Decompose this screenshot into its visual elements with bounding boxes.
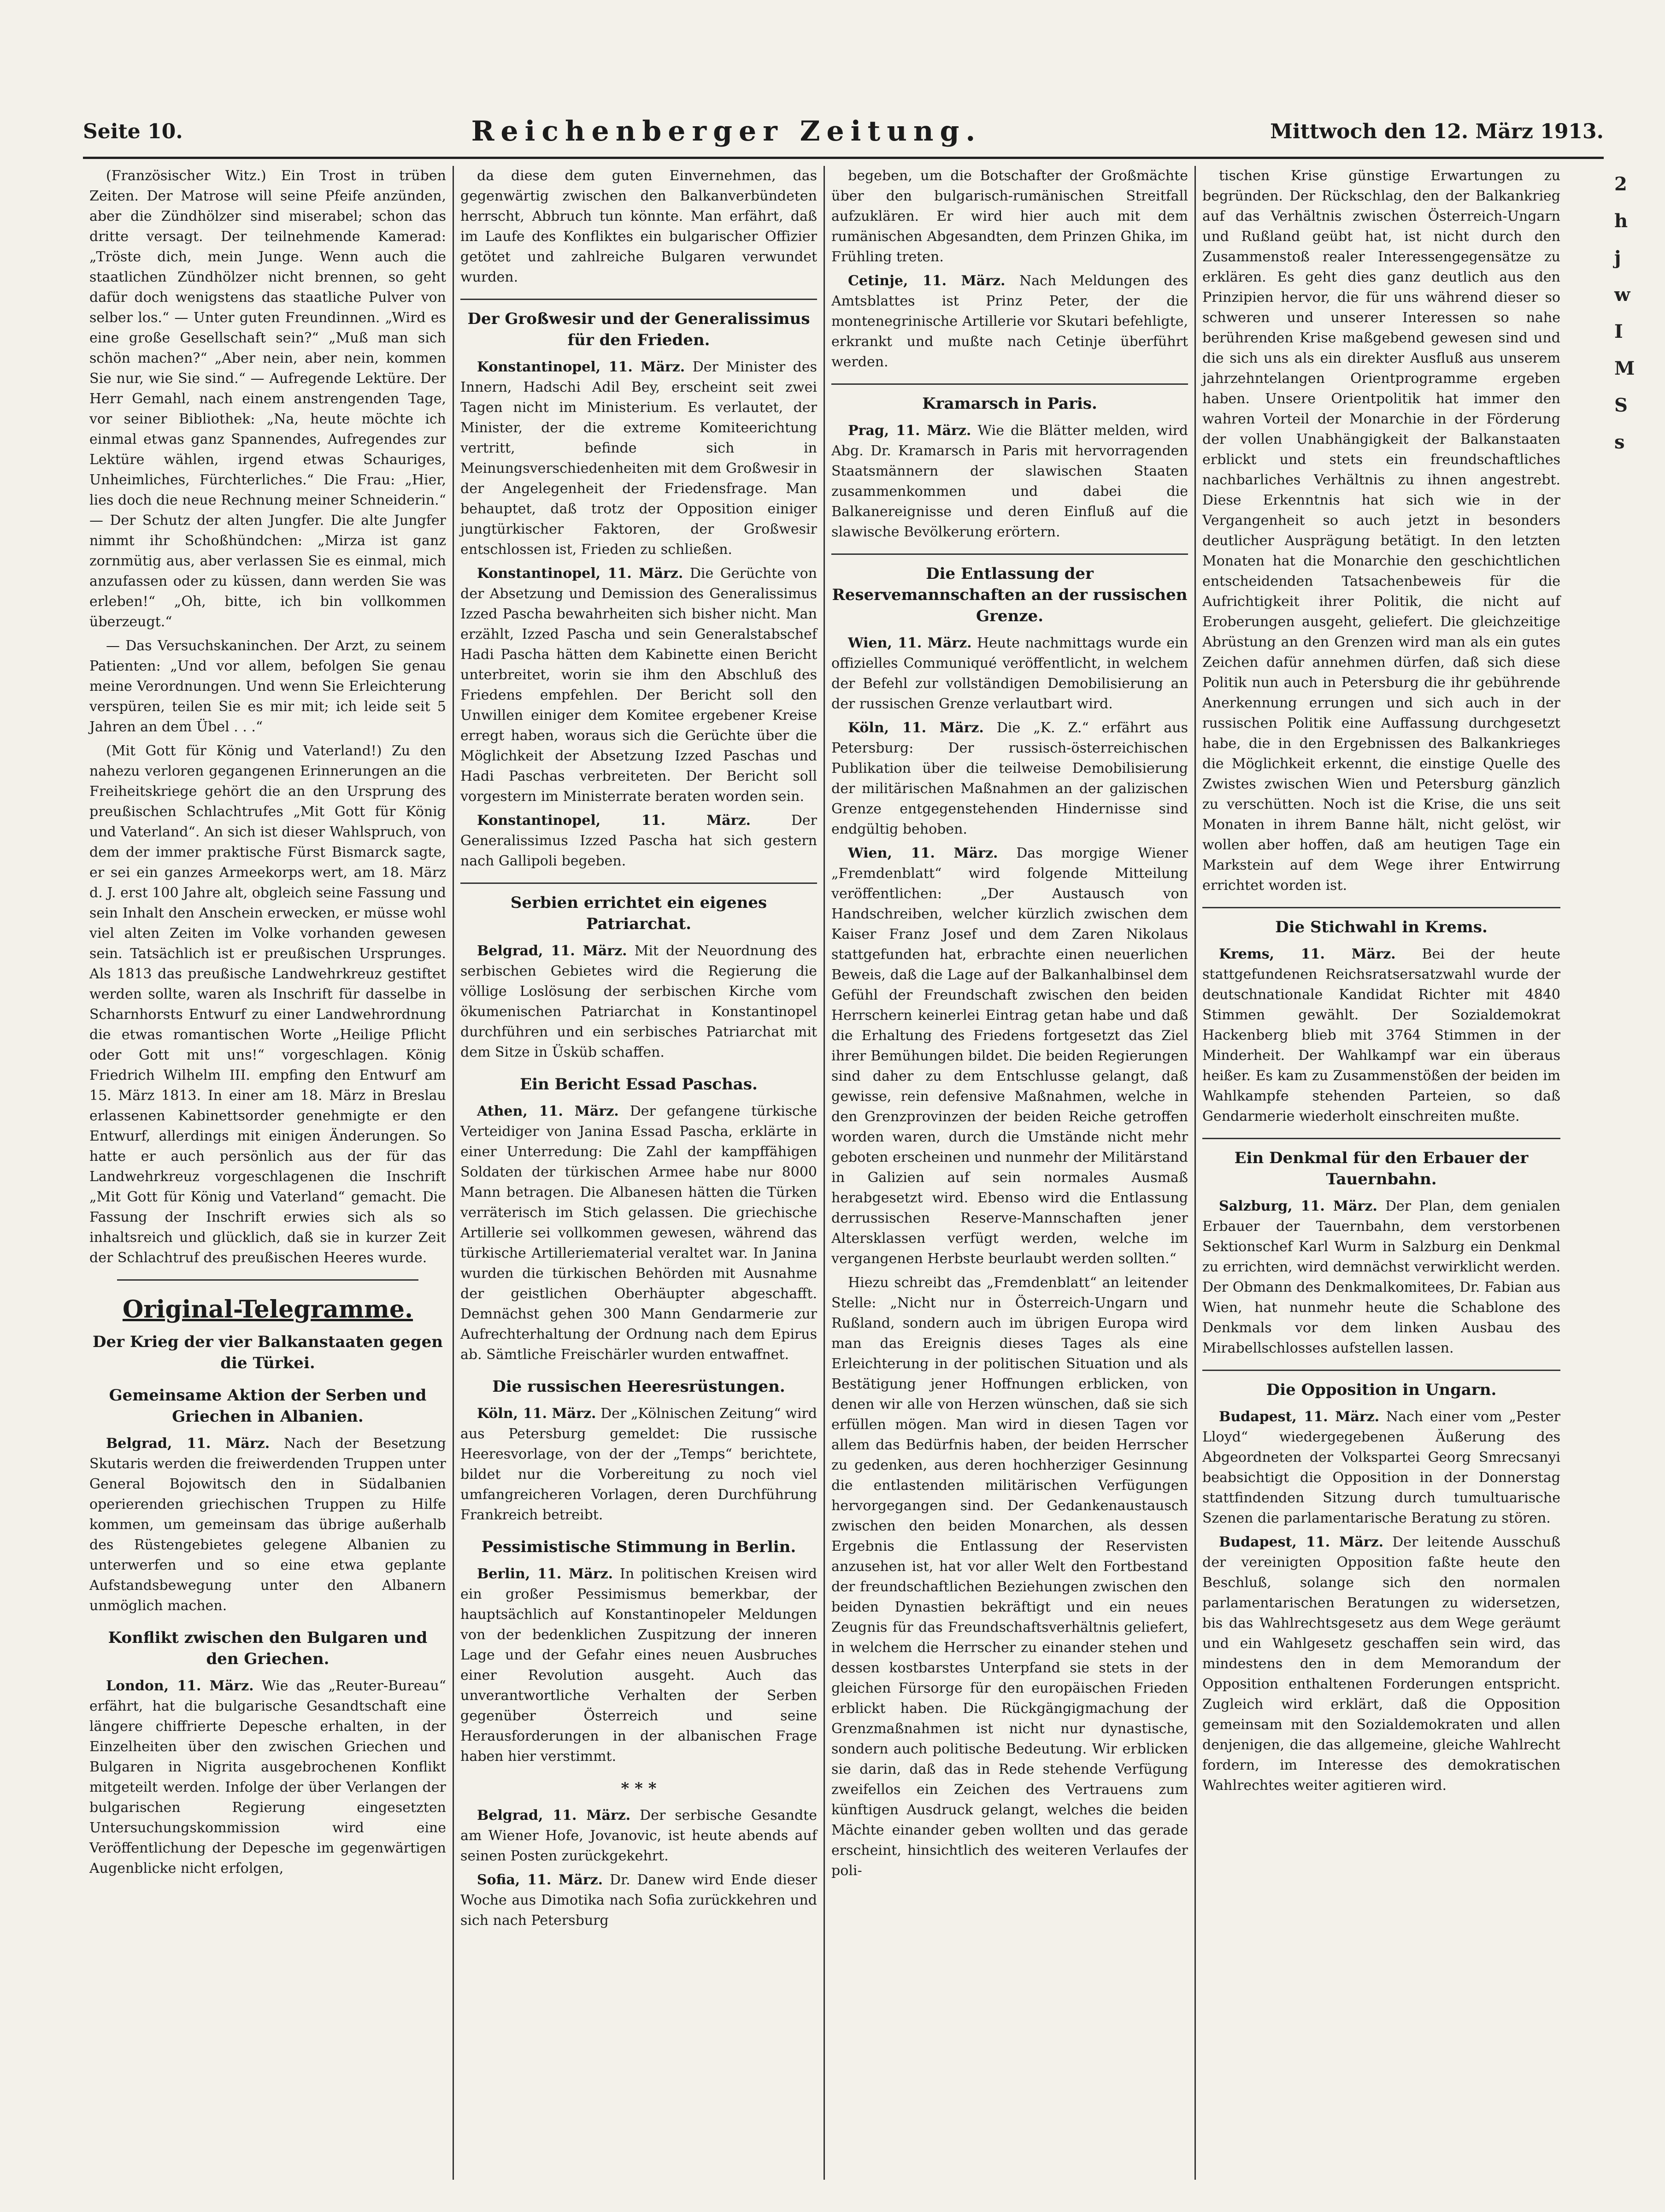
dispatch-text: Der serbische Gesandte am Wiener Hofe, Jovanovic, ist heute abends auf seinen Posten zurückgekehrt. [460,1807,817,1864]
dateline: Sofia, 11. März. [477,1872,603,1888]
headline-grosswesir: Der Großwesir und der Generalissimus für den Frieden. [460,299,817,351]
dispatch [1202,944,1560,1127]
columns [83,166,1604,2180]
dispatch [460,564,817,807]
dispatch-text: Nach der Besetzung Skutaris werden die freiwerdenden Truppen unter General Bojowitsch den in Südalbanien operierenden griechischen Truppen zu Hilfe kommen, um gemeinsam das übrige außerhalb des Rüstengebietes gelegene Albanien zu unterwerfen und so eine etwa geplante Aufstandsbewegung unter den Albanern unmöglich machen. [89,1435,446,1614]
column-2 [454,166,825,2180]
headline-entlassung: Die Entlassung der Reservemannschaften an der russischen Grenze. [831,553,1188,627]
dispatch [460,357,817,560]
dispatch-text: In politischen Kreisen wird ein großer Pessimismus bemerkbar, der hauptsächlich auf Konstantinopeler Meldungen von der bedenklichen Zuspitzung der inneren Lage und der Gefahr eines neuen Ausbruches einer Revolution ausgeht. Auch das unverantwortliche Verhalten der Serben gegenüber Österreich und seine Herausforderungen in der albanischen Frage haben hier verstimmt. [460,1566,818,1765]
section-stars: * * * [621,1779,657,1798]
dispatch-text: Der Plan, dem genialen Erbauer der Tauernbahn, dem verstorbenen Sektionschef Karl Wurm in Salzburg ein Denkmal zu errichten, wird demnächst verwirklicht werden. Der Obmann des Denkmalkomitees, Dr. Fabian aus Wien, hat nunmehr heute die Schablone des Denkmals vor dem linken Ausbau des Mirabellschlosses aufstellen lassen. [1202,1198,1560,1356]
dispatch [1202,1532,1560,1796]
dispatch-text: Dr. Danew wird Ende dieser Woche aus Dimotika nach Sofia zurückkehren und sich nach Petersburg [460,1872,817,1929]
headline-denkmal: Ein Denkmal für den Erbauer der Tauernbahn. [1202,1138,1560,1190]
dispatch [460,1806,817,1866]
dispatch-text: Heute nachmittags wurde ein offizielles Communiqué veröffentlicht, in welchem der Befehl zur vollständigen Demobilisierung an der russischen Grenze verlautbart wird. [831,635,1188,712]
dateline: Köln, 11. März. [848,720,984,736]
newspaper-page [83,106,1604,2180]
dateline: Köln, 11. März. [477,1406,596,1422]
dispatch [460,811,817,871]
dispatch-text: Die „K. Z.“ erfährt aus Petersburg: Der russisch-österreichischen Publikation über die teilweise Demobilisierung der militärischen Maßnahmen an der galizischen Grenze entgegenstehenden Hindernisse sind endgültig behoben. [831,720,1188,837]
dateline: Belgrad, 11. März. [477,1807,631,1824]
dateline: London, 11. März. [106,1678,254,1694]
dispatch [1202,1196,1560,1359]
dispatch-london [89,1676,446,1879]
dispatch [1202,1407,1560,1529]
dispatch [460,1404,817,1525]
headline-gemeinsame-aktion: Gemeinsame Aktion der Serben und Griechen in Albanien. [109,1386,427,1426]
dispatch [831,718,1188,840]
dispatch [831,633,1188,714]
dispatch-text: Der gefangene türkische Verteidiger von Janina Essad Pascha, erklärte in einer Unterredung: Die Zahl der kampffähigen Soldaten der türkischen Armee habe nur 8000 Mann betragen. Die Albanesen hätten die Türken verräterisch im Stich gelassen. Die griechische Artillerie sei vollkommen gewesen, während das türkische Artilleriematerial veraltet war. In Janina wurden die türkischen Behörden mit Ausnahme der geistlichen Oberhäupter abgeschafft. Demnächst gehen 300 Mann Gendarmerie zur Aufrechterhaltung der Ordnung nach dem Epirus ab. Sämtliche Freischärler wurden entwaffnet. [460,1103,817,1363]
dispatch [460,1101,817,1365]
page-number: Seite 10. [83,119,183,143]
newspaper-title: Reichenberger Zeitung. [471,115,982,147]
adjacent-page-edge: 2 h j w I M S s [1614,173,1635,453]
article-paragraph: — Das Versuchskaninchen. Der Arzt, zu seinem Patienten: „Und vor allem, befolgen Sie genau meine Verordnungen. Und wenn Sie Erleichterung verspüren, teilen Sie es mir mit; ich leide seit 5 Jahren an dem Übel . . .“ [89,638,446,735]
dispatch [460,941,817,1063]
dispatch-text: Der Minister des Innern, Hadschi Adil Bey, erscheint seit zwei Tagen nicht im Ministerium. Es verlautet, der Minister, der die extreme Komiteerichtung vertritt, befinde sich in Meinungsverschiedenheiten mit dem Großwesir in der Angelegenheit der Friedensfrage. Man behauptet, daß trotz der Opposition einiger jungtürkischer Faktoren, der Großwesir entschlossen ist, Frieden zu schließen. [460,359,817,558]
article-paragraph: begeben, um die Botschafter der Großmächte über den bulgarisch-rumänischen Streitfall aufzuklären. Er wird hier auch mit dem rumänischen Abgesandten, dem Prinzen Ghika, im Frühling treten. [831,168,1188,265]
dispatch [460,1870,817,1931]
dateline: Cetinje, 11. März. [848,273,1006,289]
dateline: Konstantinopel, 11. März. [477,565,683,582]
dispatch-belgrad [89,1434,446,1616]
dispatch-text: Nach einer vom „Pester Lloyd“ wiedergegebenen Äußerung des Abgeordneten der Volkspartei Georg Smrecsanyi beabsichtigt die Opposition in der Donnerstag stattfindenden Sitzung durch tumultuarische Szenen die parlamentarische Beratung zu stören. [1202,1409,1560,1526]
article-paragraph: (Französischer Witz.) Ein Trost in trüben Zeiten. Der Matrose will seine Pfeife anzünden, aber die Zündhölzer sind miserabel; schon das dritte versagt. Der teilnehmende Kamerad: „Tröste dich, mein Junge. Wenn auch die staatlichen Zündhölzer nicht brennen, so geht dafür doch wenigstens das staatliche Pulver von selber los.“ — Unter guten Freundinnen. „Wird es eine große Gesellschaft sein?“ „Muß man sich schön machen?“ „Aber nein, aber nein, kommen Sie nur, wie Sie sind.“ — Aufregende Lektüre. Der Herr Gemahl, nach einem anstrengenden Tage, vor seiner Bibliothek: „Na, heute möchte ich einmal etwas ganz Spannendes, Aufregendes zur Lektüre wählen, irgend etwas Schauriges, Unheimliches, Fürchterliches.“ Die Frau: „Hier, lies doch die neue Rechnung meiner Schneiderin.“ — Der Schutz der alten Jungfer. Die alte Jungfer nimmt ihr Schoßhündchen: „Mirza ist ganz zornmütig aus, aber verlassen Sie es einmal, mich anzufassen oder zu küssen, dann werden Sie was erleben!“ „Oh, bitte, ich bin vollkommen überzeugt.“ [89,168,446,630]
headline-pessimistische-stimmung: Pessimistische Stimmung in Berlin. [481,1538,796,1556]
dispatch-text: Der leitende Ausschuß der vereinigten Opposition faßte heute den Beschluß, solange sich den normalen parlamentarischen Beratungen zu widersetzen, bis das Wahlrechtsgesetz aus dem Wege geräumt und ein Wahlgesetz geschaffen sein wird, das mindestens den in dem Memorandum der Opposition enthaltenen Forderungen entspricht. Zugleich wird erklärt, daß die Opposition gemeinsam mit den Sozialdemokraten und allen denjenigen, die das allgemeine, gleiche Wahlrecht fordern, im Interesse des demokratischen Wahlrechtes weiter agitieren wird. [1202,1534,1560,1794]
article-paragraph: tischen Krise günstige Erwartungen zu begründen. Der Rückschlag, den der Balkankrieg auf das Verhältnis zwischen Österreich-Ungarn und Rußland geübt hat, ist nicht durch den Zusammenstoß realer Interessengegensätze zu erklären. Es geht dies ganz deutlich aus den Prinzipien hervor, die für uns während dieser so schweren und unserer Interessen so nahe berührenden Krise maßgebend gewesen sind und die sich uns als ein direkter Ausfluß aus unserem jahrzehntelangen Orientprogramme ergeben haben. Unsere Orientpolitik hat immer den wahren Vorteil der Monarchie in der Förderung der vollen Unabhängigkeit der Balkanstaaten erblickt und stets ein freundschaftliches nachbarliches Verhältnis zu ihnen angestrebt. Diese Erkenntnis hat sich wie in der Vergangenheit so auch jetzt in besonders deutlicher Ausprägung betätigt. In den letzten Monaten hat die Monarchie den geschichtlichen entscheidenden Tatsachenbeweis für die Aufrichtigkeit ihrer Politik, die nicht auf Eroberungen ausgeht, geliefert. Die gleichzeitige Abrüstung an den Grenzen wird man als ein gutes Zeichen dafür annehmen dürfen, daß sich diese Politik nun auch in Petersburg die ihr gebührende Anerkennung errungen und sich auch in der russischen Politik eine Auffassung durchgesetzt habe, die in den Ergebnissen des Balkankrieges die Möglichkeit erkennt, die einstige Quelle des Zwistes zwischen Wien und Petersburg gänzlich zu verschütten. Noch ist die Krise, die uns seit Monaten in ihrem Banne hält, nicht gelöst, wir wollen aber hoffen, daß am heutigen Tage ein Markstein auf dem Wege ihrer Entwirrung errichtet worden ist. [1202,168,1560,894]
issue-date: Mittwoch den 12. März 1913. [1270,119,1604,143]
dateline: Wien, 11. März. [848,635,972,651]
article-paragraph: Hiezu schreibt das „Fremdenblatt“ an leitender Stelle: „Nicht nur in Österreich-Ungarn und Rußland, sondern auch im übrigen Europa wird man das Ereignis dieses Tages als eine Erleichterung in der politischen Situation und als Bestätigung jener Hoffnungen erblicken, von denen wir alle von Herzen wünschen, daß sie sich erfüllen mögen. Man wird in diesen Tagen vor allem das Bedürfnis haben, der beiden Herrscher zu gedenken, aus deren hochherziger Gesinnung die entlastenden militärischen Verfügungen hervorgegangen sind. Der Gedankenaustausch zwischen den beiden Monarchen, als dessen Ergebnis die Entlassung der Reservisten anzusehen ist, hat vor aller Welt den Fortbestand der freundschaftlichen Beziehungen zwischen den beiden Dynastien bekräftigt und ein neues Zeugnis für das Freundschaftsverhältnis geliefert, in welchem die Herrscher zu einander stehen und dessen kostbarstes Unterpfand sie stets in der gleichen Fürsorge für den europäischen Frieden erblickt haben. Die Rückgängigmachung der Grenzmaßnahmen ist nicht nur dynastische, sondern auch politische Bedeutung. Wir erblicken sie darin, daß das in Rede stehende Verfügung zweifellos ein Zeichen des Vertrauens zum künftigen Ausdruck gelangt, welches die beiden Mächte einander geben wollten und das gerade erscheint, hinsichtlich des weiteren Verlaufes der poli- [831,1275,1188,1879]
dispatch-text: Wie das „Reuter-Bureau“ erfährt, hat die bulgarische Gesandtschaft eine längere chiffrierte Depesche erhalten, in der Einzelheiten über den zwischen Griechen und Bulgaren in Nigrita ausgebrochenen Konflikt mitgeteilt werden. Infolge der über Verlangen der bulgarischen Regierung eingesetzten Untersuchungskommission wird eine Veröffentlichung der Depesche im gegenwärtigen Augenblicke nicht erfolgen, [89,1678,446,1877]
dispatch-text: Nach Meldungen des Amtsblattes ist Prinz Peter, der die montenegrinische Artillerie vor Skutari befehligte, erkrankt und mußte nach Cetinje überführt werden. [831,273,1188,370]
dispatch [831,843,1188,1269]
masthead [83,106,1604,159]
headline-essad: Ein Bericht Essad Paschas. [520,1075,758,1094]
dateline: Athen, 11. März. [477,1103,619,1119]
headline-krieg: Der Krieg der vier Balkanstaaten gegen die Türkei. [92,1333,443,1372]
dispatch-text: Das morgige Wiener „Fremdenblatt“ wird folgende Mitteilung veröffentlichen: „Der Austausch von Handschreiben, welcher kürzlich zwischen dem Kaiser Franz Josef und dem Zaren Nikolaus stattgefunden hat, erbrachte einen neuerlichen Beweis, daß die Lage auf der Balkanhalbinsel dem Gefühl der Freundschaft zwischen den beiden Herrschern keinerlei Eintrag getan habe und daß die Erhaltung des Friedens fortgesetzt das Ziel ihrer Bemühungen bildet. Die beiden Regierungen sind daher zu dem Entschlusse gelangt, daß gewisse, rein defensive Maßnahmen, welche in den Grenzprovinzen der beiden Reiche getroffen worden waren, durch die Umstände nicht mehr geboten erscheinen und nunmehr der Militärstand in Galizien auf sein normales Ausmaß herabgesetzt wird. Ebenso wird die Entlassung derrussischen Reserve-Mannschaften jener Altersklassen verfügt werden, welche im vergangenen Herbste beurlaubt werden sollten.“ [831,845,1188,1267]
dispatch [831,271,1188,372]
column-4 [1196,166,1567,2180]
dateline: Prag, 11. März. [848,423,971,439]
headline-opposition: Die Opposition in Ungarn. [1202,1370,1560,1400]
headline-serbien: Serbien errichtet ein eigenes Patriarchat. [460,882,817,935]
article-paragraph: (Mit Gott für König und Vaterland!) Zu den nahezu verloren gegangenen Erinnerungen an die Freiheitskriege gehört die an den Ursprung des preußischen Schlachtrufes „Mit Gott für König und Vaterland“. An sich ist dieser Wahlspruch, von dem der immer praktische Fürst Bismarck sagte, er sei ein ganzes Armeekorps wert, am 18. März d. J. erst 100 Jahre alt, obgleich seine Fassung und sein Inhalt den Anschein erwecken, er müsse wohl viel alten Zeiten im Volke vorhanden gewesen sein. Tatsächlich ist er preußischen Ursprunges. Als 1813 das preußische Landwehrkreuz gestiftet werden sollte, waren als Inschrift für dasselbe in Scharnhorsts Entwurf zu einer Landwehrordnung die etwas romantischen Worte „Heilige Pflicht oder Gott mit uns!“ vorgeschlagen. König Friedrich Wilhelm III. empfing den Entwurf am 15. März 1813. In einer am 18. März in Breslau erlassenen Kabinettsorder genehmigte er den Entwurf, allerdings mit einigen Änderungen. So hatte er auch persönlich aus der für das Landwehrkreuz vorgeschlagenen die Inschrift „Mit Gott für König und Vaterland“ gemacht. Die Fassung der Inschrift erwies sich als so inhaltsreich und glücklich, daß sie in kurzer Zeit der Schlachtruf des preußischen Heeres wurde. [89,743,446,1266]
dateline: Belgrad, 11. März. [477,943,627,959]
dateline: Belgrad, 11. März. [106,1435,270,1452]
dispatch [460,1564,817,1767]
dispatch-text: Bei der heute stattgefundenen Reichsratsersatzwahl wurde der deutschnationale Kandidat Richter mit 4840 Stimmen gewählt. Der Sozialdemokrat Hackenberg blieb mit 3764 Stimmen in der Minderheit. Der Wahlkampf war ein überaus heißer. Es kam zu Zusammenstößen der beiden im Wahlkampfe stehenden Parteien, so daß Gendarmerie wiederholt einschreiten mußte. [1202,946,1560,1124]
dispatch-text: Der Generalissimus Izzed Pascha hat sich gestern nach Gallipoli begeben. [460,812,817,869]
dispatch-text: Der „Kölnischen Zeitung“ wird aus Petersburg gemeldet: Die russische Heeresvorlage, von der der „Temps“ berichtete, bildet nur die Vorbereitung zu noch viel umfangreicheren Vorlagen, deren Durchführung Frankreich betreibt. [460,1406,817,1523]
dateline: Budapest, 11. März. [1219,1409,1380,1425]
dateline: Salzburg, 11. März. [1219,1198,1377,1214]
divider [117,1279,418,1281]
section-heading-telegramme: Original-Telegramme. [122,1295,413,1324]
column-3 [825,166,1196,2180]
dateline: Konstantinopel, 11. März. [477,812,751,829]
dateline: Konstantinopel, 11. März. [477,359,685,375]
headline-heeresruestungen: Die russischen Heeresrüstungen. [492,1377,785,1396]
dateline: Krems, 11. März. [1219,946,1396,962]
article-paragraph: da diese dem guten Einvernehmen, das gegenwärtig zwischen den Balkanverbündeten herrscht, Abbruch tun könnte. Man erfährt, daß im Laufe des Konfliktes ein bulgarischer Offizier getötet und zahlreiche Bulgaren verwundet wurden. [460,168,817,285]
headline-konflikt: Konflikt zwischen den Bulgaren und den Griechen. [108,1629,428,1668]
headline-kramarsch: Kramarsch in Paris. [831,383,1188,414]
dateline: Berlin, 11. März. [477,1566,613,1582]
dispatch-text: Mit der Neuordnung des serbischen Gebietes wird die Regierung die völlige Loslösung der serbischen Kirche vom ökumenischen Patriarchat in Konstantinopel durchführen und ein serbisches Patriarchat mit dem Sitze in Üsküb schaffen. [460,943,817,1060]
dateline: Budapest, 11. März. [1219,1534,1384,1550]
dispatch-text: Die Gerüchte von der Absetzung und Demission des Generalissimus Izzed Pascha bewahrheiten sich bisher nicht. Man erzählt, Izzed Pascha und sein Generalstabschef Hadi Pascha hätten dem Kabinette einen Bericht unterbreitet, worin sie ihm den Abschluß des Friedens empfehlen. Der Bericht soll den Unwillen einiger dem Komitee ergebener Kreise erregt haben, woraus sich die Gerüchte über die Möglichkeit der Absetzung Izzed Paschas und Hadi Paschas verbreiteten. Der Bericht soll vorgestern im Ministerrate beraten worden sein. [460,565,817,805]
dispatch [831,421,1188,542]
column-1 [83,166,454,2180]
headline-stichwahl: Die Stichwahl in Krems. [1202,907,1560,938]
dispatch-text: Wie die Blätter melden, wird Abg. Dr. Kramarsch in Paris mit hervorragenden Staatsmännern der slawischen Staaten zusammenkommen und dabei die Balkanereignisse und deren Einfluß auf die slawische Bevölkerung erörtern. [831,423,1188,540]
dateline: Wien, 11. März. [848,845,998,861]
